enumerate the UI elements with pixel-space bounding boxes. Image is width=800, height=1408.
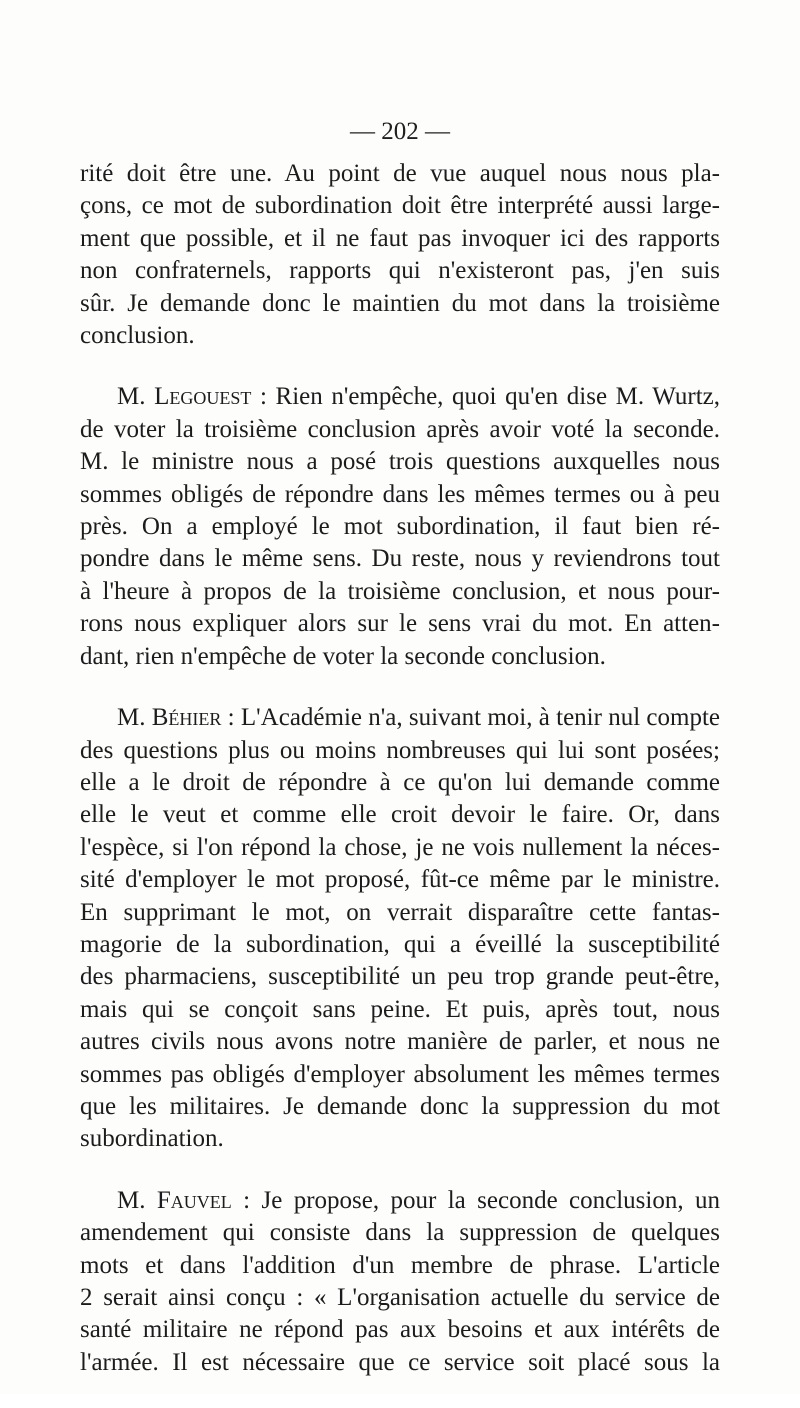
paragraph [80, 158, 720, 352]
text-line [80, 1185, 720, 1217]
text-line: l'espèce, si l'on répond la chose, je ne vois nullement la néces- [80, 833, 720, 861]
text-line: que les militaires. Je demande donc la suppression du mot [80, 1092, 720, 1120]
text-line: mots et dans l'addition d'un membre de phrase. L'article [80, 1251, 720, 1279]
text-line: sommes obligés de répondre dans les mêmes termes ou à peu [80, 480, 720, 508]
speech-text: : Je propose, pour la seconde conclusion, un [231, 1186, 720, 1214]
text-line: rons nous expliquer alors sur le sens vrai du mot. En atten- [80, 610, 720, 638]
text-line: elle a le droit de répondre à ce qu'on lui demande comme [80, 768, 720, 796]
text-line: rité doit être une. Au point de vue auquel nous nous pla- [80, 160, 720, 187]
text-line: sité d'employer le mot proposé, fût-ce même par le ministre. [80, 866, 720, 894]
page-number: — 202 — [350, 118, 450, 145]
text-line: près. On a employé le mot subordination, il faut bien ré- [80, 513, 720, 541]
text-line: dant, rien n'empêche de voter la seconde conclusion. [80, 642, 606, 670]
text-line: subordination. [80, 1125, 224, 1153]
speaker-prefix: M. [117, 704, 152, 732]
speech-text: : L'Académie n'a, suivant moi, à tenir nul compte [221, 704, 720, 732]
text-line: sûr. Je demande donc le maintien du mot dans la troisième [80, 289, 720, 317]
text-line: autres civils nous avons notre manière de parler, et nous ne [80, 1028, 720, 1056]
text-line: elle le veut et comme elle croit devoir le faire. Or, dans [80, 801, 720, 829]
text-line [80, 702, 720, 734]
text-line: En supprimant le mot, on verrait disparaître cette fantas- [80, 898, 720, 926]
text-line [80, 381, 720, 413]
text-line: à l'heure à propos de la troisième conclusion, et nous pour- [80, 577, 720, 605]
text-line: sommes pas obligés d'employer absolument les mêmes termes [80, 1060, 720, 1088]
text-line: çons, ce mot de subordination doit être interprété aussi large- [80, 192, 720, 220]
text-line: pondre dans le même sens. Du reste, nous y reviendrons tout [80, 545, 720, 573]
text-line: conclusion. [80, 322, 195, 350]
text-line: des pharmaciens, susceptibilité un peu trop grande peut-être, [80, 963, 720, 991]
text-line: des questions plus ou moins nombreuses qui lui sont posées; [80, 736, 720, 764]
speaker-prefix: M. [117, 1186, 157, 1214]
text-line: l'armée. Il est nécessaire que ce service soit placé sous la [80, 1348, 720, 1376]
paragraph-fauvel [80, 1185, 720, 1379]
text-line: de voter la troisième conclusion après avoir voté la seconde. [80, 415, 720, 443]
text-line: santé militaire ne répond pas aux besoins et aux intérêts de [80, 1316, 720, 1344]
speaker-prefix: M. [117, 383, 155, 411]
text-line: non confraternels, rapports qui n'existeront pas, j'en suis [80, 257, 720, 285]
speaker-name: Legouest [154, 383, 252, 411]
text-line: M. le ministre nous a posé trois questions auxquelles nous [80, 448, 720, 476]
speaker-name: Fauvel [156, 1186, 232, 1214]
text-line: amendement qui consiste dans la suppression de quelques [80, 1219, 720, 1247]
text-line: magorie de la subordination, qui a éveillé la susceptibilité [80, 930, 720, 958]
text-line: mais qui se conçoit sans peine. Et puis, après tout, nous [80, 995, 720, 1023]
text-line: 2 serait ainsi conçu : « L'organisation actuelle du service de [80, 1284, 720, 1311]
speaker-name: Béhier [151, 704, 222, 732]
speech-text: : Rien n'empêche, quoi qu'en dise M. Wurtz, [251, 383, 720, 411]
paragraph-legouest [80, 381, 720, 673]
page-body [80, 158, 720, 1408]
text-line: ment que possible, et il ne faut pas invoquer ici des rapports [80, 224, 720, 252]
paragraph-behier [80, 702, 720, 1156]
